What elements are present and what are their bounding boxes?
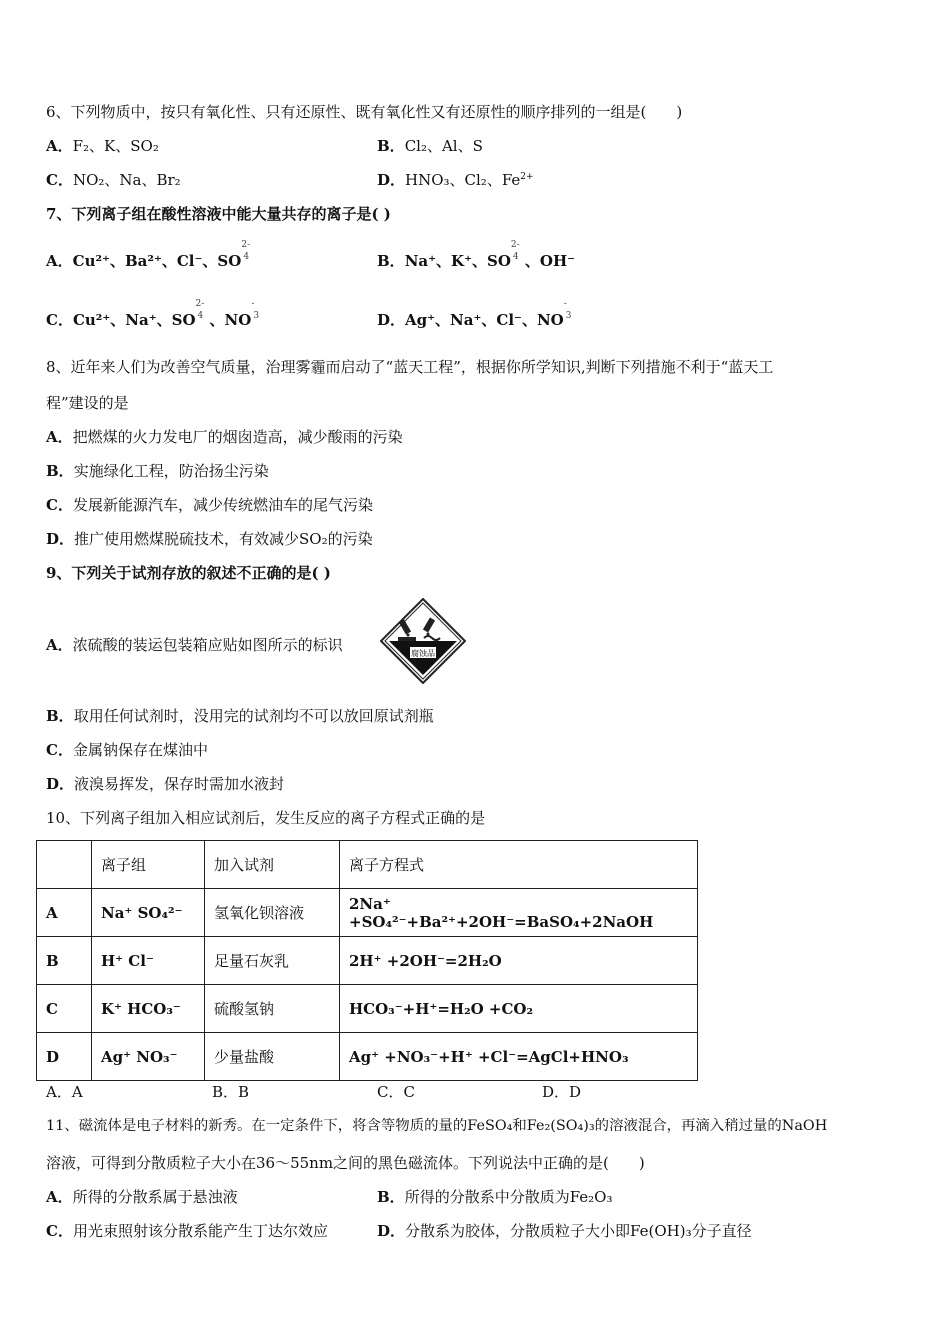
table-cell: K⁺ HCO₃⁻: [92, 985, 205, 1033]
option-text: 把燃煤的火力发电厂的烟囱造高，减少酸雨的污染: [72, 428, 403, 446]
ion-subscript: 3: [253, 311, 260, 321]
q11-stem-line1: 11、磁流体是电子材料的新秀。在一定条件下，将含等物质的量的FeSO₄和Fe₂(SO₄)₃的溶液混合，再滴入稍过量的NaOH: [46, 1118, 828, 1134]
ion-charge: 2-: [241, 240, 251, 250]
table-cell: 2H⁺ +2OH⁻=2H₂O: [340, 937, 698, 985]
table-header-row: [37, 841, 698, 889]
corrosive-icon: [380, 598, 466, 684]
ion-text: 、OH⁻: [524, 252, 576, 270]
option-label: D．: [377, 171, 406, 189]
option-label: B．: [377, 252, 405, 270]
option-label: C．: [46, 496, 73, 514]
ion-text: Na⁺、K⁺、SO: [404, 252, 511, 270]
option-label: A．: [46, 1188, 73, 1206]
table-cell: 硫酸氢钠: [205, 985, 340, 1033]
option-label: A．: [46, 636, 73, 654]
q8-option-a: [46, 427, 403, 447]
option-text: 取用任何试剂时，没用完的试剂均不可以放回原试剂瓶: [73, 707, 434, 725]
ion-formula: [209, 299, 260, 330]
table-cell: 足量石灰乳: [205, 937, 340, 985]
option-text: Cl₂、Al、S: [404, 137, 483, 155]
option-label: B．: [377, 1188, 405, 1206]
q11-stem-line2: 溶液，可得到分散质粒子大小在36～55nm之间的黑色磁流体。下列说法中正确的是( ): [46, 1154, 645, 1172]
q6-option-b: [377, 136, 483, 156]
q6-option-a: [46, 136, 159, 156]
q7-option-d: [377, 299, 572, 330]
table-cell: Ag⁺ NO₃⁻: [92, 1033, 205, 1081]
q11-option-b: [377, 1187, 612, 1207]
table-cell: Na⁺ SO₄²⁻: [92, 889, 205, 937]
q10-option-a: A．A: [46, 1083, 83, 1101]
q9-option-d: [46, 774, 284, 794]
table-cell: B: [37, 937, 92, 985]
ion-text: 、NO: [209, 311, 252, 329]
ion-formula: [72, 299, 205, 330]
option-text: 所得的分散系属于悬浊液: [72, 1188, 238, 1206]
q8-stem-line1: 8、近年来人们为改善空气质量，治理雾霾而启动了“蓝天工程”，根据你所学知识,判断下列措施不利于“蓝天工: [46, 358, 774, 376]
option-label: D．: [377, 311, 406, 329]
q11-option-c: [46, 1221, 328, 1241]
table-cell: H⁺ Cl⁻: [92, 937, 205, 985]
option-label: D．: [46, 775, 75, 793]
option-label: D．: [377, 1222, 406, 1240]
table-cell: 2Na⁺ +SO₄²⁻+Ba²⁺+2OH⁻=BaSO₄+2NaOH: [340, 889, 698, 937]
option-label: C．: [46, 741, 73, 759]
ion-text: Cu²⁺、Na⁺、SO: [72, 311, 196, 329]
option-text: 推广使用燃煤脱硫技术，有效减少SO₂的污染: [74, 530, 373, 548]
ion-subscript: 3: [565, 311, 572, 321]
option-text: 分散系为胶体，分散质粒子大小即Fe(OH)₃分子直径: [405, 1222, 752, 1240]
table-cell: D: [37, 1033, 92, 1081]
q11-option-d: [377, 1221, 752, 1241]
q9-stem: 9、下列关于试剂存放的叙述不正确的是( ): [46, 564, 331, 582]
ion-charge: -: [251, 299, 255, 309]
table-header-cell: 离子组: [92, 841, 205, 889]
ion-formula: [404, 240, 520, 271]
option-text: 浓硫酸的装运包装箱应贴如图所示的标识: [72, 636, 343, 654]
option-label: C．: [46, 171, 73, 189]
q8-option-d: [46, 529, 373, 549]
option-label: B．: [377, 137, 405, 155]
option-label: B．: [46, 707, 74, 725]
option-text: F₂、K、SO₂: [72, 137, 159, 155]
q8-option-b: [46, 461, 269, 481]
q8-option-c: [46, 495, 373, 515]
table-row: [37, 985, 698, 1033]
q6-stem: 6、下列物质中，按只有氧化性、只有还原性、既有氧化性又有还原性的顺序排列的一组是( ): [46, 103, 683, 121]
q7-option-a: [46, 240, 251, 271]
table-header-cell: 离子方程式: [340, 841, 698, 889]
option-label: A．: [46, 137, 73, 155]
q10-option-d: D．D: [542, 1083, 582, 1101]
option-text: 所得的分散系中分散质为Fe₂O₃: [404, 1188, 613, 1206]
ion-charge: -: [563, 299, 567, 309]
ion-formula: [72, 240, 251, 271]
q11-option-a: [46, 1187, 238, 1207]
corrosive-hazard-sign: [380, 598, 466, 684]
option-text: 液溴易挥发，保存时需加水液封: [74, 775, 285, 793]
table-cell: A: [37, 889, 92, 937]
option-label: B．: [46, 462, 74, 480]
charge: 2+: [520, 172, 534, 182]
q10-stem: 10、下列离子组加入相应试剂后，发生反应的离子方程式正确的是: [46, 809, 486, 827]
ion-formula: [405, 299, 572, 330]
table-row: [37, 937, 698, 985]
ion-subscript: 4: [243, 252, 250, 262]
q8-stem-line2: 程”建设的是: [46, 394, 129, 412]
option-text: 实施绿化工程，防治扬尘污染: [73, 462, 269, 480]
table-cell: 少量盐酸: [205, 1033, 340, 1081]
table-cell: 氢氧化钡溶液: [205, 889, 340, 937]
q6-option-d: [377, 170, 534, 190]
option-text: HNO₃、Cl₂、Fe: [405, 171, 521, 189]
table-header-cell: 加入试剂: [205, 841, 340, 889]
q9-option-a: [46, 635, 343, 655]
option-label: A．: [46, 428, 73, 446]
q9-option-b: [46, 706, 434, 726]
option-label: C．: [46, 1222, 73, 1240]
option-text: NO₂、Na、Br₂: [72, 171, 181, 189]
ion-text: Ag⁺、Na⁺、Cl⁻、NO: [405, 311, 564, 329]
ion-subscript: 4: [512, 252, 519, 262]
option-text: 发展新能源汽车，减少传统燃油车的尾气污染: [72, 496, 373, 514]
option-label: D．: [46, 530, 75, 548]
option-text: 金属钠保存在煤油中: [72, 741, 208, 759]
option-text: 用光束照射该分散系能产生丁达尔效应: [72, 1222, 328, 1240]
table-cell: HCO₃⁻+H⁺=H₂O +CO₂: [340, 985, 698, 1033]
option-label: A．: [46, 252, 73, 270]
q9-option-c: [46, 740, 208, 760]
table-header-cell: [37, 841, 92, 889]
q6-option-c: [46, 170, 181, 190]
table-row: [37, 889, 698, 937]
reaction-table: [36, 840, 698, 1081]
q10-option-b: B．B: [212, 1083, 250, 1101]
ion-charge: 2-: [195, 299, 205, 309]
sign-label: 腐蚀品: [411, 649, 435, 658]
q7-option-b: [377, 240, 576, 271]
ion-subscript: 4: [197, 311, 204, 321]
q7-stem: 7、下列离子组在酸性溶液中能大量共存的离子是( ): [46, 205, 391, 223]
q7-option-c: [46, 299, 260, 330]
table-cell: C: [37, 985, 92, 1033]
q10-option-c: C．C: [377, 1083, 415, 1101]
table-cell: Ag⁺ +NO₃⁻+H⁺ +Cl⁻=AgCl+HNO₃: [340, 1033, 698, 1081]
table-row: [37, 1033, 698, 1081]
ion-text: Cu²⁺、Ba²⁺、Cl⁻、SO: [72, 252, 242, 270]
option-label: C．: [46, 311, 73, 329]
ion-charge: 2-: [510, 240, 520, 250]
